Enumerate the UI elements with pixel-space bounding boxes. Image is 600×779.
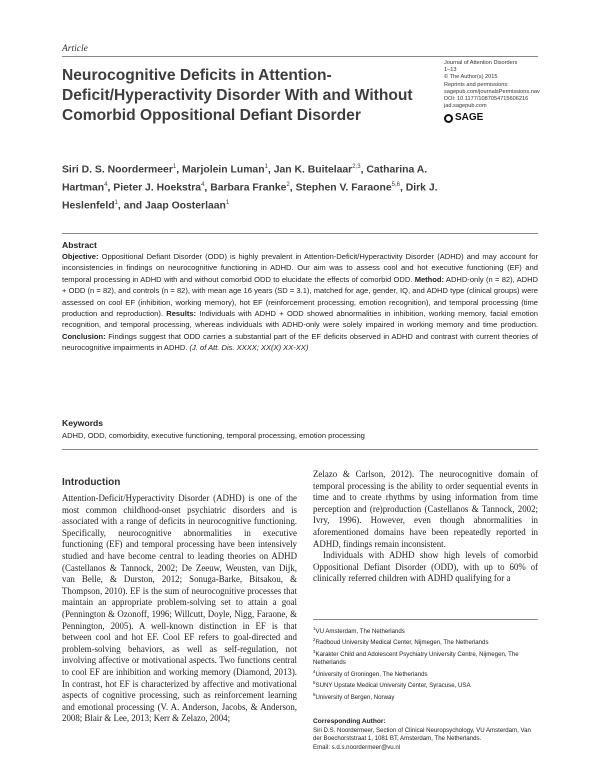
affiliation-text: Karakter Child and Adolescent Psychiatry University Centre, Nijmegen, The Netherlands	[313, 650, 519, 667]
header-rule	[62, 56, 538, 57]
affiliation-item	[313, 691, 538, 702]
affiliation-item	[313, 648, 538, 668]
author-separator: ,	[176, 164, 182, 176]
reprints-link[interactable]: sagepub.com/journalsPermissions.nav	[444, 88, 540, 95]
affiliation-number: 5	[313, 680, 316, 686]
left-column	[62, 493, 297, 725]
author-name[interactable]: Dirk J. Heslenfeld	[62, 182, 438, 212]
author-name[interactable]: Marjolein Luman	[182, 164, 265, 176]
author-affiliation-mark: 1	[225, 199, 230, 206]
objective-text: Oppositional Defiant Disorder (ODD) is highly prevalent in Attention-Deficit/Hyperactivity Disorder (ADHD) and may account for inconsistencies in findings on neurocognitive functioning in ADHD. Our aim was to assess cool and hot executive functioning (EF) and temporal processing in ADHD with and without comorbid ODD to elucidate the effects of comorbid ODD.	[62, 252, 538, 284]
affiliation-list	[313, 625, 538, 702]
abstract-text	[62, 251, 538, 354]
journal-site[interactable]: jad.sagepub.com	[444, 103, 487, 110]
doi[interactable]: DOI: 10.1177/1087054715606216	[444, 96, 529, 103]
conclusion-label: Conclusion:	[62, 331, 106, 341]
intro-paragraph-1: Attention-Deficit/Hyperactivity Disorder (ADHD) is one of the most common childhood-onset psychiatric disorders and is associated with a range of deficits in neurocognitive functioning. Specifically, neurocognitive abnormalities in executive functioning (EF) and temporal processing have been intensively studied and have become central to leading theories on ADHD (Castellanos & Tannock, 2002; De Zeeuw, Weusten, van Dijk, van Belle, & Durston, 2012; Sonuga-Barke, Bitsakou, & Thompson, 2010). EF is the sum of neurocognitive processes that maintain an appropriate problem-solving set to attain a goal (Pennington & Ozonoff, 1996; Willcutt, Doyle, Nigg, Faraone, & Pennington, 2005). A well-known distinction in EF is that between cool and hot EF. Cool EF refers to goal-directed and problem-solving behaviors, as well as self-regulation, not involving affective or motivational aspects. Two functions central to cool EF are inhibition and working memory (Diamond, 2013). In contrast, hot EF is characterized by affective and motivational aspects of cognitive processing, such as reinforcement learning and emotional processing (V. A. Anderson, Jacobs, & Anderson, 2008; Blair & Lee, 2013; Kerr & Zelazo, 2004;	[62, 493, 297, 724]
corresponding-email[interactable]: Email: s.d.s.noordermeer@vu.nl	[313, 743, 401, 751]
author-affiliation-mark: 4	[201, 181, 205, 188]
author-affiliation-mark: 2,3	[352, 164, 361, 170]
affiliation-number: 6	[313, 691, 316, 697]
author-separator: ,	[289, 182, 296, 194]
author-affiliation-mark: 4	[104, 181, 108, 188]
affiliation-number: 2	[313, 637, 316, 643]
affiliation-text: University of Groningen, The Netherlands	[315, 670, 428, 678]
affiliation-number: 1	[313, 626, 316, 631]
reprints-label: Reprints and permissions:	[444, 81, 509, 88]
keywords-heading: Keywords	[62, 418, 104, 428]
affiliation-text: University of Bergen, Norway	[315, 693, 395, 701]
author-name[interactable]: Jan K. Buitelaar	[273, 164, 353, 176]
author-name[interactable]: Catharina A. Hartman	[62, 164, 428, 194]
affiliation-number: 4	[313, 668, 316, 674]
right-column	[313, 469, 538, 585]
author-separator: , and	[117, 200, 146, 212]
author-separator: ,	[267, 164, 274, 176]
results-label: Results:	[166, 309, 197, 319]
affiliation-text: Radboud University Medical Center, Nijmegen, The Netherlands	[315, 639, 489, 647]
abstract-citation: (J. of Att. Dis. XXXX; XX(X) XX-XX)	[189, 343, 309, 353]
author-separator: ,	[204, 182, 211, 194]
author-list	[62, 160, 442, 214]
affiliation-item	[313, 668, 538, 679]
affiliation-item	[313, 625, 538, 636]
affiliation-text: VU Amsterdam, The Netherlands	[315, 628, 405, 636]
intro-paragraph-1-continued: Zelazo & Carlson, 2012). The neurocognitive domain of temporal processing is the ability to order sequential events in time and to create rhythms by using information from time perception and (re)production (Castellanos & Tannock, 2002; Ivry, 1996). However, even though abnormalities in aforementioned domains have been repeatedly reported in ADHD, findings remain inconsistent.	[313, 469, 538, 549]
corresponding-author-heading: Corresponding Author:	[313, 718, 386, 725]
conclusion-text: Findings suggest that ODD carries a substantial part of the EF deficits observed in ADHD and contrast with current theories of neurocognitive impairments in ADHD.	[62, 331, 538, 353]
intro-paragraph-2: Individuals with ADHD show high levels of comorbid Oppositional Defiant Disorder (ODD), with up to 60% of clinically referred children with ADHD qualifying for a	[313, 550, 538, 584]
author-name[interactable]: Barbara Franke	[210, 182, 287, 194]
keywords-text: ADHD, ODD, comorbidity, executive functioning, temporal processing, emotion processing	[62, 431, 365, 440]
affiliation-number: 3	[313, 648, 316, 654]
author-separator: ,	[107, 182, 114, 194]
publisher-logo	[444, 112, 544, 124]
author-name[interactable]: Jaap Oosterlaan	[145, 200, 226, 212]
author-affiliation-mark: 1	[172, 164, 177, 170]
abstract-heading: Abstract	[62, 240, 97, 250]
affiliation-item	[313, 636, 538, 647]
method-label: Method:	[414, 274, 445, 284]
method-text: ADHD-only (n = 82), ADHD + ODD (n = 82), and controls (n = 82), with mean age 16 years (SD = 3.1), matched for age, gender, IQ, and ADHD type (clinical groups) were assessed on cool EF (inhibition, working memory), hot EF (reinforcement processing, emotion recognition), and temporal processing (time production and reproduction).	[62, 274, 538, 319]
affiliation-item	[313, 679, 538, 690]
results-text: Individuals with ADHD + ODD showed abnormalities in inhibition, working memory, facial emotion recognition, and temporal processing, whereas individuals with ADHD-only were solely impaired in working memory and time production.	[62, 309, 538, 330]
sage-logo-icon	[444, 114, 453, 123]
author-name[interactable]: Stephen V. Faraone	[295, 182, 392, 194]
author-name[interactable]: Pieter J. Hoekstra	[113, 182, 202, 194]
article-title: Neurocognitive Deficits in Attention-Deficit/Hyperactivity Disorder With and Without Comorbid Oppositional Defiant Disorder	[62, 67, 413, 124]
affiliation-text: SUNY Upstate Medical University Center, Syracuse, USA	[315, 682, 471, 690]
author-affiliation-mark: 1	[264, 164, 268, 170]
author-affiliation-mark: 5,6	[391, 181, 400, 188]
keywords-rule	[62, 449, 538, 450]
author-name[interactable]: Siri D. S. Noordermeer	[62, 164, 173, 176]
introduction-heading: Introduction	[62, 477, 121, 488]
page-range: 1–13	[444, 67, 457, 74]
objective-label: Objective:	[62, 252, 99, 261]
author-separator: ,	[360, 164, 367, 176]
author-affiliation-mark: 2	[286, 181, 290, 188]
author-affiliation-mark: 1	[114, 199, 118, 206]
section-label: Article	[62, 44, 88, 54]
footnote-rule	[313, 619, 538, 620]
abstract-rule	[62, 233, 538, 234]
journal-meta	[444, 60, 544, 124]
journal-name: Journal of Attention Disorders	[444, 60, 518, 66]
corresponding-author	[313, 727, 538, 752]
corresponding-address: Siri D.S. Noordermeer, Section of Clinical Neuropsychology, VU Amsterdam, Van der Boechorststraat 1, 1081 BT, Amsterdam, The Netherlands.	[313, 727, 531, 743]
publisher-name: SAGE	[455, 112, 484, 124]
author-separator: ,	[399, 182, 406, 194]
copyright: © The Author(s) 2015	[444, 74, 498, 81]
